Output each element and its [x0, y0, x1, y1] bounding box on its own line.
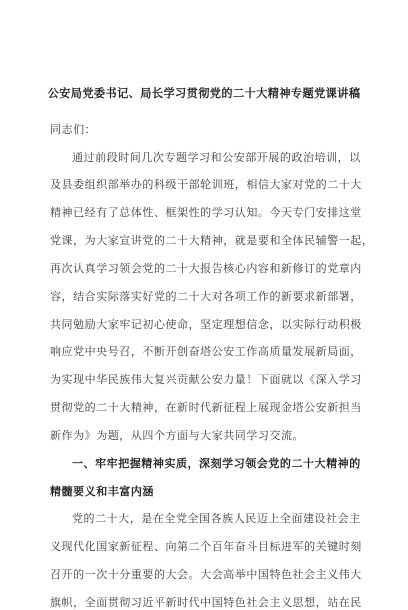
salutation: 同志们： — [50, 123, 97, 136]
paragraph-line: 旗帜，全面贯彻习近平新时代中国特色社会主义思想，站在民 — [50, 596, 362, 609]
paragraph-line: 及县委组织部举办的科级干部轮训班，相信大家对党的二十大 — [50, 178, 362, 191]
paragraph-line: 容，结合实际落实好党的二十大对各项工作的新要求新部署， — [50, 290, 362, 303]
paragraph-line: 贯彻党的二十大精神，在新时代新征程上展现金塔公安新担当 — [50, 401, 362, 414]
document-title: 公安局党委书记、局长学习贯彻党的二十大精神专题党课讲稿 — [47, 86, 361, 100]
paragraph-line: 响应党中央号召，不断开创奋塔公安工作高质量发展新局面， — [50, 345, 362, 358]
paragraph-line: 义现代化国家新征程、向第二个百年奋斗目标进军的关键时刻 — [50, 540, 362, 553]
paragraph-line: 新作为》为题，从四个方面与大家共同学习交流。 — [50, 429, 305, 442]
paragraph-line: 再次认真学习领会党的二十大报告核心内容和新修订的党章内 — [50, 262, 362, 275]
paragraph-line: 共同勉励大家牢记初心使命，坚定理想信念，以实际行动积极 — [50, 318, 362, 331]
paragraph-line: 召开的一次十分重要的大会。大会高举中国特色社会主义伟大 — [50, 568, 362, 581]
paragraph-line: 精神已经有了总体性、框架性的学习认知。今天专门安排这堂 — [50, 206, 362, 219]
section-heading: 精髓要义和丰富内涵 — [50, 485, 154, 498]
paragraph-line: 党课，为大家宣讲党的二十大精神，就是要和全体民辅警一起， — [50, 234, 374, 247]
paragraph-line: 党的二十大，是在全党全国各族人民迈上全面建设社会主 — [72, 512, 361, 525]
paragraph-line: 为实现中华民族伟大复兴贡献公安力量！下面就以《深入学习 — [50, 373, 362, 386]
section-heading: 一、牢牢把握精神实质，深刻学习领会党的二十大精神的 — [72, 457, 361, 470]
paragraph-line: 通过前段时间几次专题学习和公安部开展的政治培训，以 — [72, 151, 361, 164]
